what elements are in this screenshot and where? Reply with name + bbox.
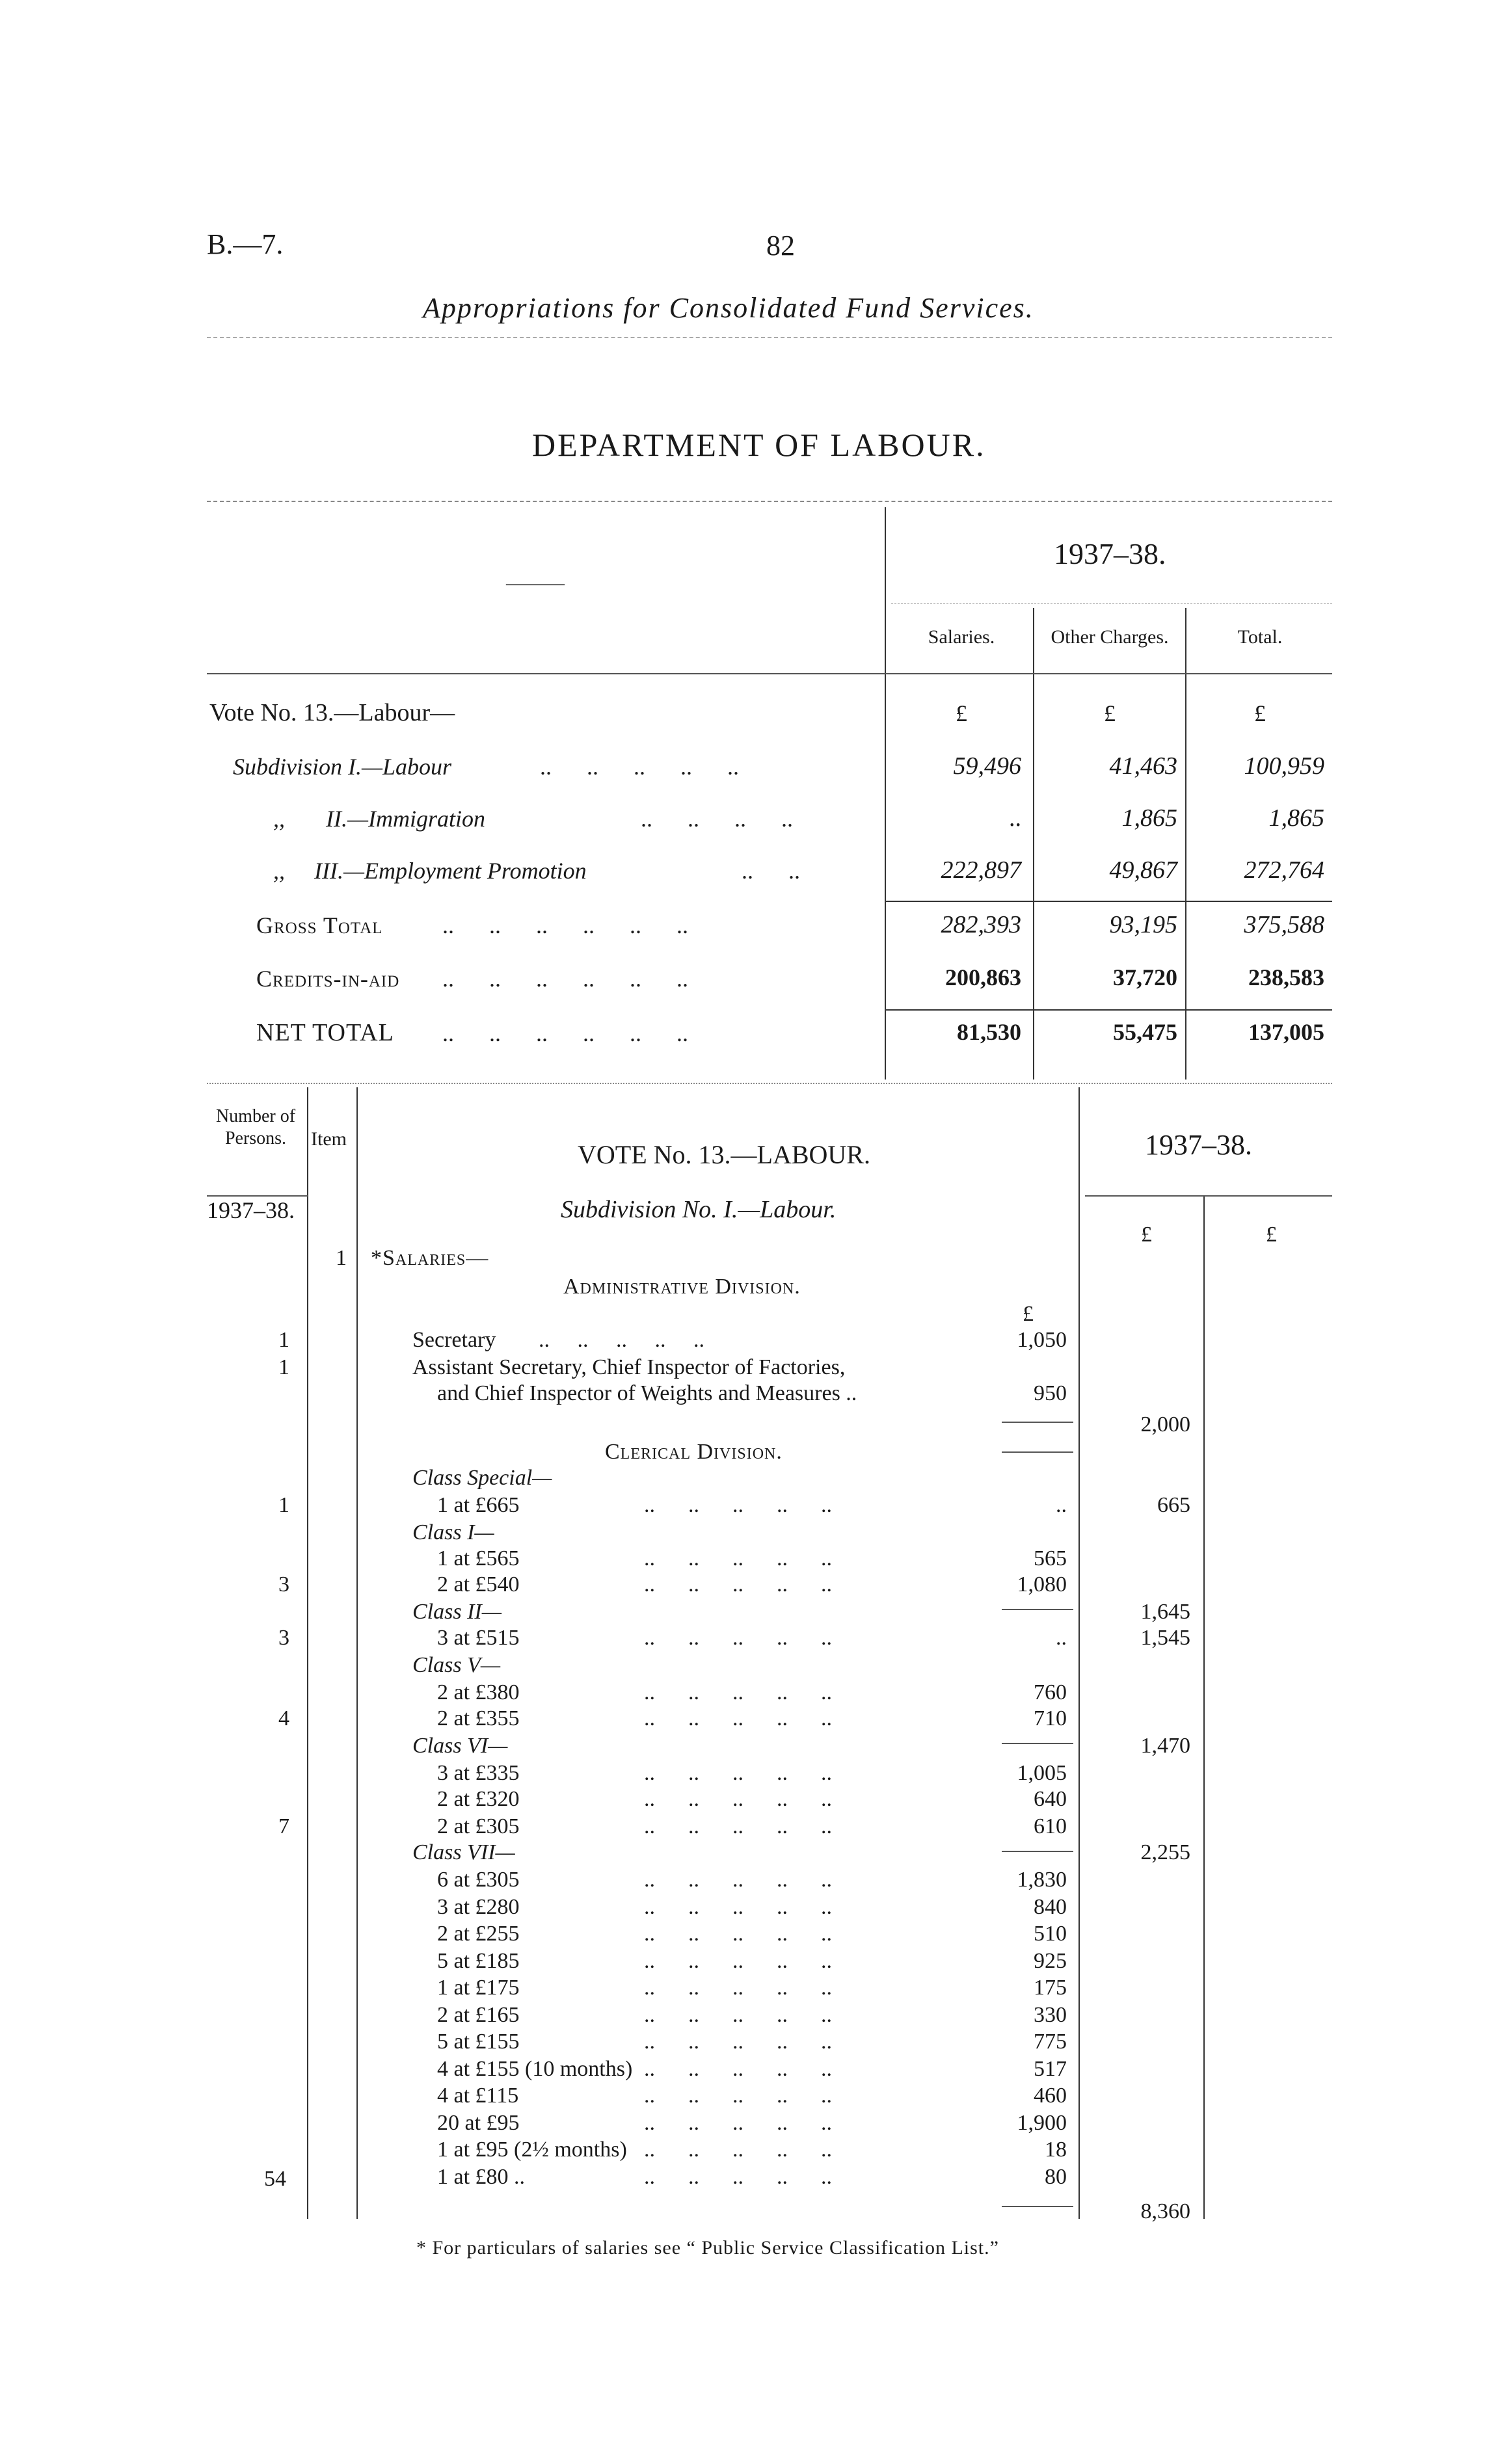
summary-year-rule [891, 603, 1332, 604]
summary-row-total: 1,865 [1268, 804, 1324, 832]
detail-rule-persons [307, 1087, 308, 2219]
class-vi-line: 2 at £320 [437, 1787, 520, 1811]
persons-assistant: 1 [278, 1355, 289, 1379]
class-i-amount: 1,080 [1017, 1572, 1067, 1596]
summary-row-label: Gross Total [256, 912, 383, 938]
class-vi-line: 2 at £305 [437, 1814, 520, 1838]
class-special-dots: .. .. .. .. .. [644, 1493, 832, 1517]
salaries-heading: *Salaries— [371, 1246, 489, 1270]
summary-row-dots: .. .. .. .. .. .. [442, 912, 688, 938]
class-vii-amount: 517 [1034, 2057, 1067, 2081]
class-vii-line: 3 at £280 [437, 1895, 520, 1919]
class-vii-line: 1 at £80 .. [437, 2165, 526, 2189]
summary-top-rule [207, 501, 1332, 502]
summary-header-rule [207, 673, 1332, 674]
assistant-line2: and Chief Inspector of Weights and Measures .. [437, 1381, 857, 1405]
class-i-rule [1002, 1609, 1073, 1610]
class-vii-dots: .. .. .. .. .. [644, 1976, 832, 2000]
page-number: 82 [766, 230, 795, 261]
persons-class-i: 3 [278, 1572, 289, 1596]
class-vii-dots: .. .. .. .. .. [644, 2030, 832, 2054]
class-vii-rule [1002, 2206, 1073, 2207]
currency-salaries: £ [956, 700, 967, 726]
class-vii-dots: .. .. .. .. .. [644, 2111, 832, 2135]
summary-row-total: 375,588 [1244, 911, 1324, 938]
class-i-amount: 565 [1034, 1546, 1067, 1570]
class-vii-amount: 330 [1034, 2003, 1067, 2027]
summary-row-other: 93,195 [1109, 911, 1177, 938]
summary-row-salaries: .. [1009, 804, 1021, 832]
detail-year-rule [1085, 1195, 1332, 1197]
class-vi-rule [1002, 1851, 1073, 1852]
class-special-amount: .. [1056, 1493, 1067, 1517]
class-vii-line: 5 at £185 [437, 1949, 520, 1973]
summary-row-dots: .. .. .. .. [641, 806, 793, 832]
summary-row-other: 55,475 [1113, 1019, 1177, 1045]
sub-pound: £ [1023, 1302, 1034, 1326]
detail-rule-desc [1078, 1087, 1080, 2219]
class-vii-dots: .. .. .. .. .. [644, 2003, 832, 2027]
class-ii-line: 3 at £515 [437, 1626, 520, 1650]
summary-row-other: 41,463 [1109, 752, 1177, 780]
persons-class-v: 4 [278, 1706, 289, 1730]
class-special-line: 1 at £665 [437, 1493, 520, 1517]
admin-heading: Administrative Division. [563, 1275, 801, 1299]
summary-row-other: 1,865 [1121, 804, 1177, 832]
class-v-line: 2 at £355 [437, 1706, 520, 1730]
class-i-line: 2 at £540 [437, 1572, 520, 1596]
vote-heading: Vote No. 13.—Labour— [209, 699, 455, 726]
item-number: 1 [336, 1246, 347, 1270]
summary-row-label: ,, III.—Employment Promotion [273, 858, 587, 884]
class-vii-amount: 175 [1034, 1976, 1067, 2000]
class-vii-dots: .. .. .. .. .. [644, 1922, 832, 1946]
footnote: * For particulars of salaries see “ Public Service Classification List.” [416, 2237, 999, 2259]
class-ii-dots: .. .. .. .. .. [644, 1626, 832, 1650]
class-vii-amount: 80 [1045, 2165, 1067, 2189]
secretary-label: Secretary [412, 1328, 496, 1352]
gross-total-rule [886, 901, 1332, 902]
class-vii-dots: .. .. .. .. .. [644, 2084, 832, 2108]
class-vii-amount: 460 [1034, 2084, 1067, 2108]
detail-year-right: 1937–38. [1145, 1129, 1252, 1161]
detail-rule-money [1203, 1197, 1205, 2219]
summary-row-label: Credits-in-aid [256, 966, 400, 992]
summary-row-salaries: 200,863 [945, 964, 1021, 990]
class-vii-amount: 840 [1034, 1895, 1067, 1919]
detail-rule-item [356, 1087, 358, 2219]
class-i-total: 1,645 [1140, 1600, 1190, 1624]
class-vii-dots: .. .. .. .. .. [644, 1949, 832, 1973]
class-v-amount: 710 [1034, 1706, 1067, 1730]
class-ii-amount: .. [1056, 1626, 1067, 1650]
class-v-total: 1,470 [1140, 1734, 1190, 1758]
persons-class-special: 1 [278, 1493, 289, 1517]
department-title: DEPARTMENT OF LABOUR. [532, 427, 986, 463]
summary-row-other: 37,720 [1113, 964, 1177, 990]
currency-total: £ [1254, 700, 1266, 726]
class-special-label: Class Special— [412, 1466, 552, 1490]
class-v-amount: 760 [1034, 1680, 1067, 1704]
class-vii-line: 2 at £255 [437, 1922, 520, 1946]
detail-subtitle: Subdivision No. I.—Labour. [561, 1196, 837, 1223]
class-vii-line: 2 at £165 [437, 2003, 520, 2027]
class-vii-amount: 510 [1034, 1922, 1067, 1946]
class-vii-amount: 1,900 [1017, 2111, 1067, 2135]
class-vii-line: 5 at £155 [437, 2030, 520, 2054]
class-vii-line: 20 at £95 [437, 2111, 520, 2135]
summary-col-other: Other Charges. [1051, 626, 1169, 648]
class-i-dots: .. .. .. .. .. [644, 1546, 832, 1570]
money-pound-1: £ [1141, 1223, 1152, 1247]
summary-row-salaries: 81,530 [957, 1019, 1021, 1045]
page-ref: B.—7. [207, 228, 284, 260]
class-vii-dots: .. .. .. .. .. [644, 2165, 832, 2189]
summary-row-total: 100,959 [1244, 752, 1324, 780]
class-i-line: 1 at £565 [437, 1546, 520, 1570]
summary-row-total: 272,764 [1244, 856, 1324, 884]
assistant-amount: 950 [1034, 1381, 1067, 1405]
summary-col-salaries: Salaries. [928, 626, 995, 648]
class-v-rule [1002, 1743, 1073, 1744]
class-v-line: 2 at £380 [437, 1680, 520, 1704]
class-v-label: Class V— [412, 1653, 501, 1677]
class-v-dots: .. .. .. .. .. [644, 1680, 832, 1704]
class-vii-line: 1 at £95 (2½ months) [437, 2138, 627, 2162]
col-persons: Number of Persons. [215, 1106, 296, 1148]
summary-row-salaries: 59,496 [953, 752, 1021, 780]
class-vi-label: Class VI— [412, 1734, 508, 1758]
class-vi-amount: 610 [1034, 1814, 1067, 1838]
money-pound-2: £ [1266, 1223, 1277, 1247]
class-vi-dots: .. .. .. .. .. [644, 1761, 832, 1785]
class-vi-dots: .. .. .. .. .. [644, 1814, 832, 1838]
summary-row-dots: .. .. .. .. .. [540, 754, 739, 780]
class-ii-label: Class II— [412, 1600, 502, 1624]
class-vii-amount: 18 [1045, 2138, 1067, 2162]
class-vi-total: 2,255 [1140, 1840, 1190, 1864]
class-vii-line: 4 at £115 [437, 2084, 519, 2108]
header-rule [207, 337, 1332, 338]
summary-col-total: Total. [1237, 626, 1283, 648]
net-total-rule [886, 1009, 1332, 1011]
summary-row-label: ,, II.—Immigration [273, 806, 485, 832]
detail-top-rule [207, 1083, 1332, 1084]
currency-other: £ [1104, 700, 1116, 726]
class-vi-amount: 1,005 [1017, 1761, 1067, 1785]
summary-row-other: 49,867 [1109, 856, 1177, 884]
summary-row-label: NET TOTAL [256, 1019, 394, 1046]
summary-row-salaries: 282,393 [941, 911, 1021, 938]
summary-row-label: Subdivision I.—Labour [233, 754, 452, 780]
class-i-label: Class I— [412, 1520, 494, 1544]
secretary-amount: 1,050 [1017, 1328, 1067, 1352]
class-vii-line: 1 at £175 [437, 1976, 520, 2000]
persons-total: 54 [264, 2167, 286, 2191]
summary-year: 1937–38. [1054, 537, 1166, 570]
detail-title: VOTE No. 13.—LABOUR. [578, 1140, 870, 1169]
clerical-heading: Clerical Division. [605, 1440, 783, 1464]
admin-total: 2,000 [1140, 1412, 1190, 1437]
class-vi-amount: 640 [1034, 1787, 1067, 1811]
summary-row-dots: .. .. .. .. .. .. [442, 1020, 688, 1046]
admin-subtotal-rule [1002, 1422, 1073, 1423]
class-v-dots: .. .. .. .. .. [644, 1706, 832, 1730]
class-vii-dots: .. .. .. .. .. [644, 2138, 832, 2162]
summary-row-dots: .. .. [742, 858, 800, 884]
class-vii-line: 4 at £155 (10 months) [437, 2057, 633, 2081]
class-special-total: 665 [1157, 1493, 1190, 1517]
summary-row-salaries: 222,897 [941, 856, 1021, 884]
summary-row-total: 137,005 [1248, 1019, 1324, 1045]
summary-row-total: 238,583 [1248, 964, 1324, 990]
class-vii-dots: .. .. .. .. .. [644, 2057, 832, 2081]
class-vi-line: 3 at £335 [437, 1761, 520, 1785]
detail-year-left: 1937–38. [207, 1197, 295, 1223]
summary-dash: ——— [506, 572, 565, 594]
summary-row-dots: .. .. .. .. .. .. [442, 966, 688, 992]
class-vii-dots: .. .. .. .. .. [644, 1868, 832, 1892]
secretary-dots: .. .. .. .. .. [539, 1328, 704, 1352]
class-vii-amount: 925 [1034, 1949, 1067, 1973]
clerical-rule [1002, 1451, 1073, 1453]
persons-class-ii: 3 [278, 1626, 289, 1650]
class-vii-amount: 1,830 [1017, 1868, 1067, 1892]
class-vii-line: 6 at £305 [437, 1868, 520, 1892]
class-vii-total: 8,360 [1140, 2199, 1190, 2223]
class-ii-total: 1,545 [1140, 1626, 1190, 1650]
col-item: Item [311, 1128, 347, 1150]
class-i-dots: .. .. .. .. .. [644, 1572, 832, 1596]
class-vii-amount: 775 [1034, 2030, 1067, 2054]
assistant-line1: Assistant Secretary, Chief Inspector of Factories, [412, 1355, 846, 1379]
summary-divider [885, 507, 886, 1080]
persons-secretary: 1 [278, 1328, 289, 1352]
class-vii-label: Class VII— [412, 1840, 515, 1864]
class-vi-dots: .. .. .. .. .. [644, 1787, 832, 1811]
class-vii-dots: .. .. .. .. .. [644, 1895, 832, 1919]
persons-class-vi: 7 [278, 1814, 289, 1838]
page-subtitle: Appropriations for Consolidated Fund Services. [423, 292, 1034, 324]
